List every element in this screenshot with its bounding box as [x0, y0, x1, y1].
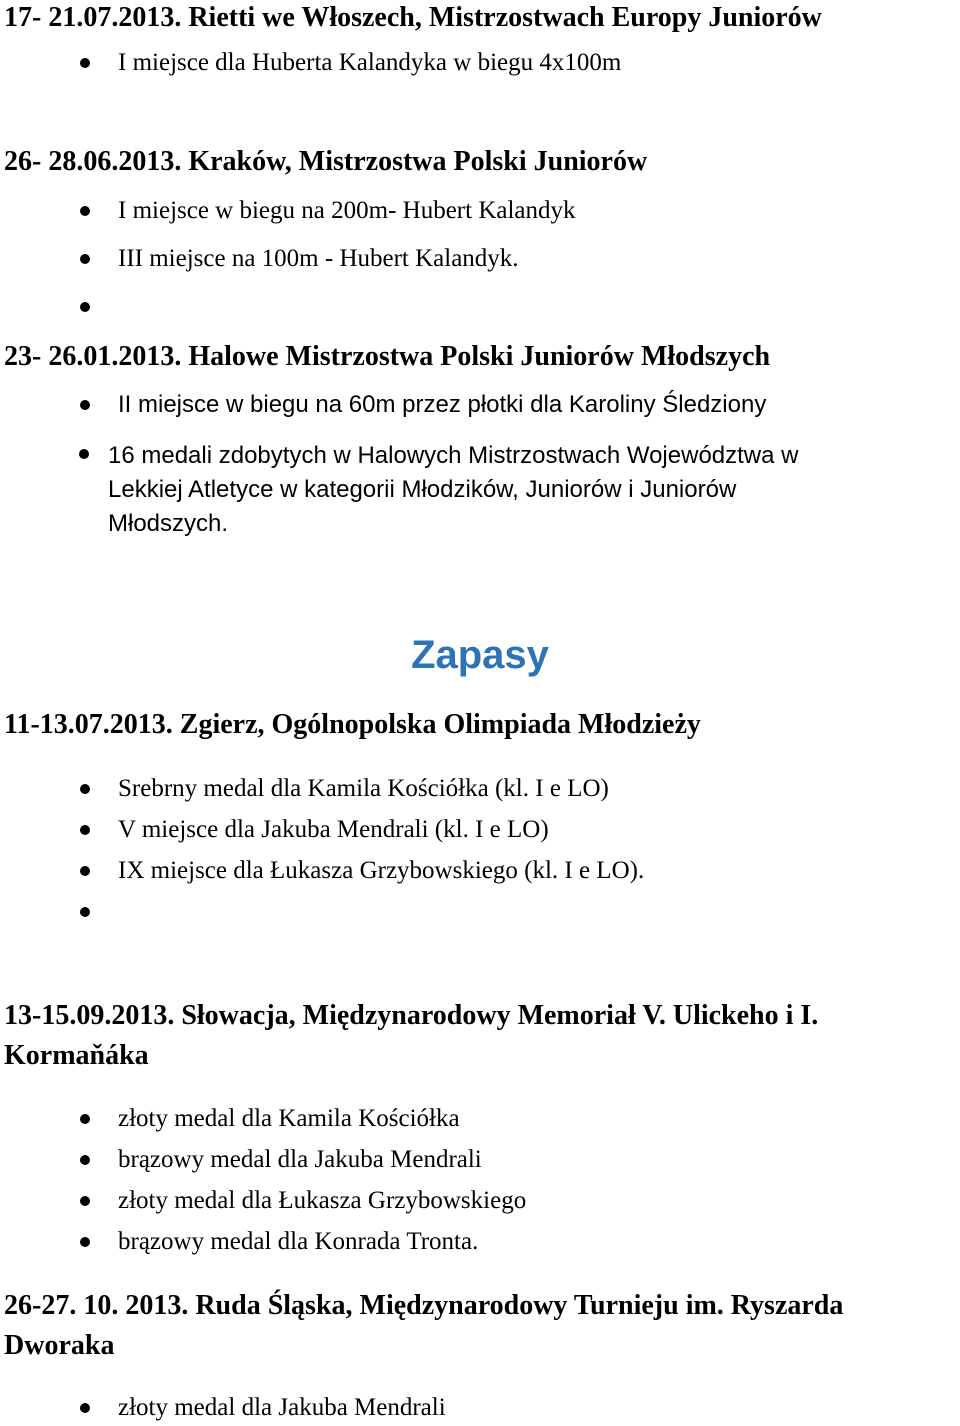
- bullet-icon: [80, 400, 90, 410]
- bullet-icon: [80, 58, 90, 68]
- bullet-icon: [80, 1114, 90, 1124]
- list-item-text: brązowy medal dla Konrada Tronta.: [118, 1228, 479, 1255]
- list-item-text: złoty medal dla Kamila Kościółka: [118, 1105, 460, 1132]
- bullet-icon: [80, 866, 90, 876]
- bullet-icon: [80, 1155, 90, 1165]
- list-item-text: brązowy medal dla Jakuba Mendrali: [118, 1146, 482, 1173]
- bullet-icon: [80, 825, 90, 835]
- list-item-text: III miejsce na 100m - Hubert Kalandyk.: [118, 245, 519, 272]
- list-item-text: 16 medali zdobytych w Halowych Mistrzostwach Województwa w Lekkiej Atletyce w kategorii Młodzików, Juniorów i Juniorów Młodszych.: [108, 442, 799, 537]
- event-heading-rieti: 17- 21.07.2013. Rietti we Włoszech, Mistrzostwach Europy Juniorów: [4, 2, 822, 33]
- list-item-text: złoty medal dla Jakuba Mendrali: [118, 1394, 446, 1421]
- bullet-icon: [80, 1237, 90, 1247]
- event-heading-slowacja: 13-15.09.2013. Słowacja, Międzynarodowy Memoriał V. Ulickeho i I. Kormaňáka: [4, 1000, 819, 1071]
- bullet-icon: [80, 1403, 90, 1413]
- list-item-text: V miejsce dla Jakuba Mendrali (kl. I e LO): [118, 816, 549, 843]
- list-item-text: II miejsce w biegu na 60m przez płotki dla Karoliny Śledziony: [118, 391, 767, 418]
- bullet-icon: [80, 254, 90, 264]
- bullet-icon: [80, 784, 90, 794]
- bullet-icon: [80, 907, 90, 917]
- list-item: [75, 439, 855, 541]
- section-title-zapasy: Zapasy: [411, 633, 549, 677]
- bullet-icon: [79, 449, 89, 459]
- list-item-text: złoty medal dla Łukasza Grzybowskiego: [118, 1187, 527, 1214]
- bullet-icon: [80, 1196, 90, 1206]
- bullet-icon: [80, 302, 90, 312]
- list-item-text: I miejsce w biegu na 200m- Hubert Kalandyk: [118, 197, 576, 224]
- list-item-text: IX miejsce dla Łukasza Grzybowskiego (kl. I e LO).: [118, 857, 645, 884]
- event-heading-halowe: 23- 26.01.2013. Halowe Mistrzostwa Polski Juniorów Młodszych: [4, 341, 771, 372]
- event-heading-ruda: 26-27. 10. 2013. Ruda Śląska, Międzynarodowy Turnieju im. Ryszarda Dworaka: [4, 1290, 844, 1361]
- list-item-text: I miejsce dla Huberta Kalandyka w biegu 4x100m: [118, 49, 622, 76]
- list-item-text: Srebrny medal dla Kamila Kościółka (kl. I e LO): [118, 775, 609, 802]
- event-heading-krakow: 26- 28.06.2013. Kraków, Mistrzostwa Polski Juniorów: [4, 146, 648, 177]
- bullet-icon: [80, 206, 90, 216]
- event-heading-zgierz: 11-13.07.2013. Zgierz, Ogólnopolska Olimpiada Młodzieży: [4, 709, 701, 740]
